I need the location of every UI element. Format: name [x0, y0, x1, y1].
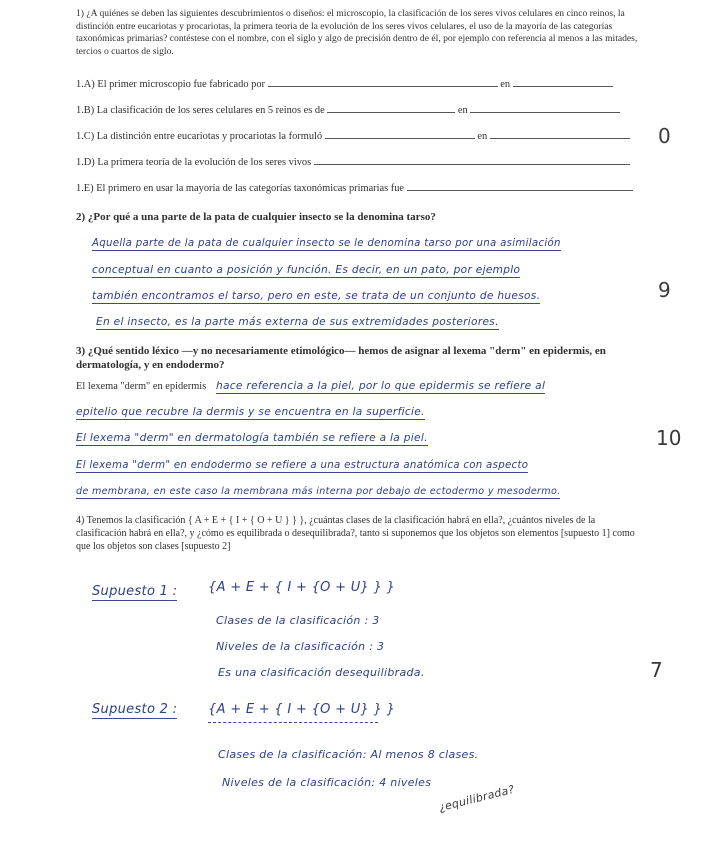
q1-item-c-blank	[325, 128, 475, 139]
q4-supuesto-1-formula: {A + E + { I + {O + U} } }	[208, 580, 396, 595]
q3-grade: 10	[656, 426, 682, 450]
q1-item-b-sep: en	[457, 105, 468, 116]
q4-supuesto-2-line-1: Clases de la clasificación: Al menos 8 clases.	[218, 748, 479, 761]
q1-item-b-blank2	[470, 102, 620, 113]
q1-item-e-blank	[407, 180, 633, 191]
q4-supuesto-1-line-2: Niveles de la clasificación : 3	[216, 640, 385, 653]
q4-question: 4) Tenemos la clasificación { A + E + { I + { O + U } } }, ¿cuántas clases de la clasificación habrá en ella?, ¿cuántos niveles de la clasificación habrá en ella?, y ¿cómo es equilibrada o desequilibrada?, tanto si suponemos que los objetos son elementos [supuesto 1] como que los objetos son clases [supuesto 2]	[76, 515, 635, 552]
q1-item-c-label: 1.C) La distinción entre eucariotas y procariotas la formuló	[76, 131, 323, 142]
q1-item-a	[76, 76, 646, 92]
q1-item-a-label: 1.A) El primer microscopio fue fabricado por	[76, 79, 265, 90]
q1-item-d-label: 1.D) La primera teoría de la evolución de los seres vivos	[76, 157, 312, 168]
q1-item-e	[76, 180, 646, 196]
q3-answer-line-1: hace referencia a la piel, por lo que epidermis se refiere al	[216, 380, 546, 392]
q4-supuesto-2-line-2: Niveles de la clasificación: 4 niveles	[222, 776, 432, 789]
q1-item-b-blank	[327, 102, 455, 113]
q3-answer-line-4: El lexema "derm" en endodermo se refiere a una estructura anatómica con aspecto	[76, 460, 529, 471]
q1-intro: 1) ¿A quiénes se deben las siguientes descubrimientos o diseños: el microscopio, la clasificación de los seres vivos celulares en cinco reinos, la distinción entre eucariotas y procariotas, la primera teoría de la evolución de los seres vivos celulares, el uso de la mayoría de las categorías taxonómicas primarias? contéstese con el nombre, con el siglo y algo de precisión dentro de él, por ejemplo con referencia al menos a las mitades, tercios o cuartos de siglo.	[76, 8, 638, 57]
q1-item-d	[76, 154, 646, 170]
q3-question: 3) ¿Qué sentido léxico —y no necesariamente etimológico— hemos de asignar al lexema "derm" en epidermis, en dermatología, y en endodermo?	[76, 345, 606, 371]
q3-prompt: El lexema "derm" en epidermis	[76, 381, 207, 392]
q4-supuesto-2-label: Supuesto 2 :	[92, 702, 178, 717]
q1-item-a-blank2	[513, 76, 613, 87]
q3-answer-line-5: de membrana, en este caso la membrana más interna por debajo de ectodermo y mesodermo.	[76, 486, 561, 497]
q1-item-d-blank	[314, 154, 630, 165]
q2-answer-line-2: conceptual en cuanto a posición y función. Es decir, en un pato, por ejemplo	[92, 264, 521, 276]
q1-item-c-sep: en	[477, 131, 488, 142]
q1-item-c-blank2	[490, 128, 630, 139]
q2-question: 2) ¿Por qué a una parte de la pata de cualquier insecto se la denomina tarso?	[76, 211, 436, 223]
q4-supuesto-1-line-1: Clases de la clasificación : 3	[216, 614, 380, 627]
q4-supuesto-2-formula-underline	[208, 722, 378, 723]
q4-supuesto-1-label: Supuesto 1 :	[92, 584, 178, 599]
q1-item-a-sep: en	[500, 79, 511, 90]
q3-answer-line-2: epitelio que recubre la dermis y se encuentra en la superficie.	[76, 406, 425, 418]
q3-answer-line-3: El lexema "derm" en dermatología también se refiere a la piel.	[76, 432, 428, 444]
q1-item-e-label: 1.E) El primero en usar la mayoría de las categorías taxonómicas primarias fue	[76, 183, 405, 194]
q2-answer-line-3: también encontramos el tarso, pero en este, se trata de un conjunto de huesos.	[92, 290, 541, 302]
q1-grade: 0	[658, 124, 671, 148]
q1-item-b	[76, 102, 646, 118]
q2-answer-line-4: En el insecto, es la parte más externa de sus extremidades posteriores.	[96, 316, 499, 328]
q1-item-b-label: 1.B) La clasificación de los seres celulares en 5 reinos es de	[76, 105, 325, 116]
q4-margin-note: ¿equilibrada?	[437, 782, 516, 815]
q2-answer-line-1: Aquella parte de la pata de cualquier insecto se le denomina tarso por una asimilación	[92, 238, 561, 249]
q1-item-c	[76, 128, 646, 144]
q2-grade: 9	[658, 278, 671, 302]
q1-item-a-blank	[268, 76, 498, 87]
q4-supuesto-1-line-3: Es una clasificación desequilibrada.	[218, 666, 425, 679]
q4-supuesto-2-formula: {A + E + { I + {O + U} } }	[208, 702, 396, 717]
q4-grade: 7	[650, 658, 663, 682]
